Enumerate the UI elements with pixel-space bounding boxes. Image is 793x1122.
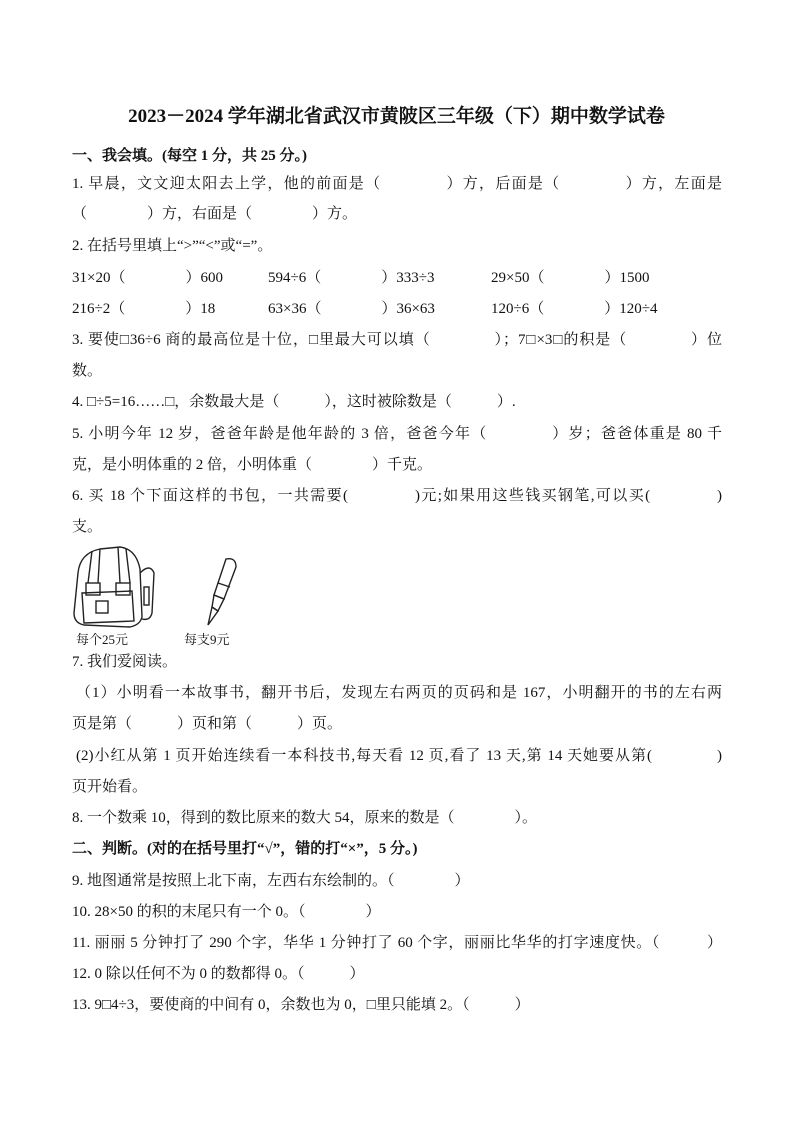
question-9: 9. 地图通常是按照上北下南，左西右东绘制的。（ ）: [72, 873, 470, 889]
question-7-part-1-line-2: 页是第（ ）页和第（ ）页。: [72, 716, 343, 732]
question-2-stem: 2. 在括号里填上“>”“<”或“=”。: [72, 238, 273, 254]
question-3-line-1: 3. 要使□36÷6 商的最高位是十位，□里最大可以填（ ）；7□×3□的积是（ ）位: [72, 332, 722, 348]
question-3-line-2: 数。: [72, 363, 103, 379]
pen-price: 每支9元: [184, 632, 230, 647]
page-title: 2023－2024 学年湖北省武汉市黄陂区三年级（下）期中数学试卷: [128, 106, 665, 127]
question-11: 11. 丽丽 5 分钟打了 290 个字，华华 1 分钟打了 60 个字，丽丽比华华的打字速度快。（ ）: [72, 935, 722, 951]
question-6-line-1: 6. 买 18 个下面这样的书包，一共需要( )元;如果用这些钱买钢笔,可以买( ): [72, 488, 722, 504]
question-1-line-2: （ ）方，右面是（ ）方。: [72, 206, 358, 222]
question-8: 8. 一个数乘 10，得到的数比原来的数大 54，原来的数是（ ）。: [72, 810, 538, 826]
question-6-line-2: 支。: [72, 519, 103, 535]
section-1-heading: 一、我会填。(每空 1 分，共 25 分。): [72, 148, 307, 164]
question-5-line-1: 5. 小明今年 12 岁，爸爸年龄是他年龄的 3 倍，爸爸今年（ ）岁；爸爸体重是 80 千: [72, 426, 722, 442]
question-4: 4. □÷5=16……□，余数最大是（ ），这时被除数是（ ）.: [72, 394, 516, 410]
fountain-pen-icon: [196, 555, 241, 630]
question-7-part-2-line-2: 页开始看。: [72, 779, 148, 795]
backpack-icon: [70, 543, 160, 631]
question-10: 10. 28×50 的积的末尾只有一个 0。（ ）: [72, 904, 381, 920]
question-12: 12. 0 除以任何不为 0 的数都得 0。（ ）: [72, 966, 365, 982]
question-1-line-1: 1. 早晨，文文迎太阳去上学，他的前面是（ ）方，后面是（ ）方，左面是: [72, 176, 722, 192]
question-7-part-1-line-1: （1）小明看一本故事书，翻开书后，发现左右两页的页码和是 167，小明翻开的书的左右两: [76, 685, 722, 701]
comparison-item: 594÷6（ ）333÷3: [268, 270, 435, 286]
section-2-heading: 二、判断。(对的在括号里打“√”，错的打“×”，5 分。): [72, 841, 418, 857]
comparison-item: 216÷2（ ）18: [72, 301, 216, 317]
comparison-item: 63×36（ ）36×63: [268, 301, 435, 317]
question-7-part-2-line-1: (2)小红从第 1 页开始连续看一本科技书,每天看 12 页,看了 13 天,第 14 天她要从第( ): [76, 748, 722, 764]
question-5-line-2: 克，是小明体重的 2 倍，小明体重（ ）千克。: [72, 457, 433, 473]
backpack-price: 每个25元: [76, 632, 129, 647]
comparison-item: 31×20（ ）600: [72, 270, 223, 286]
question-7-stem: 7. 我们爱阅读。: [72, 654, 178, 670]
comparison-item: 120÷6（ ）120÷4: [491, 301, 658, 317]
comparison-item: 29×50（ ）1500: [491, 270, 650, 286]
question-13: 13. 9□4÷3，要使商的中间有 0，余数也为 0，□里只能填 2。（ ）: [72, 997, 530, 1013]
